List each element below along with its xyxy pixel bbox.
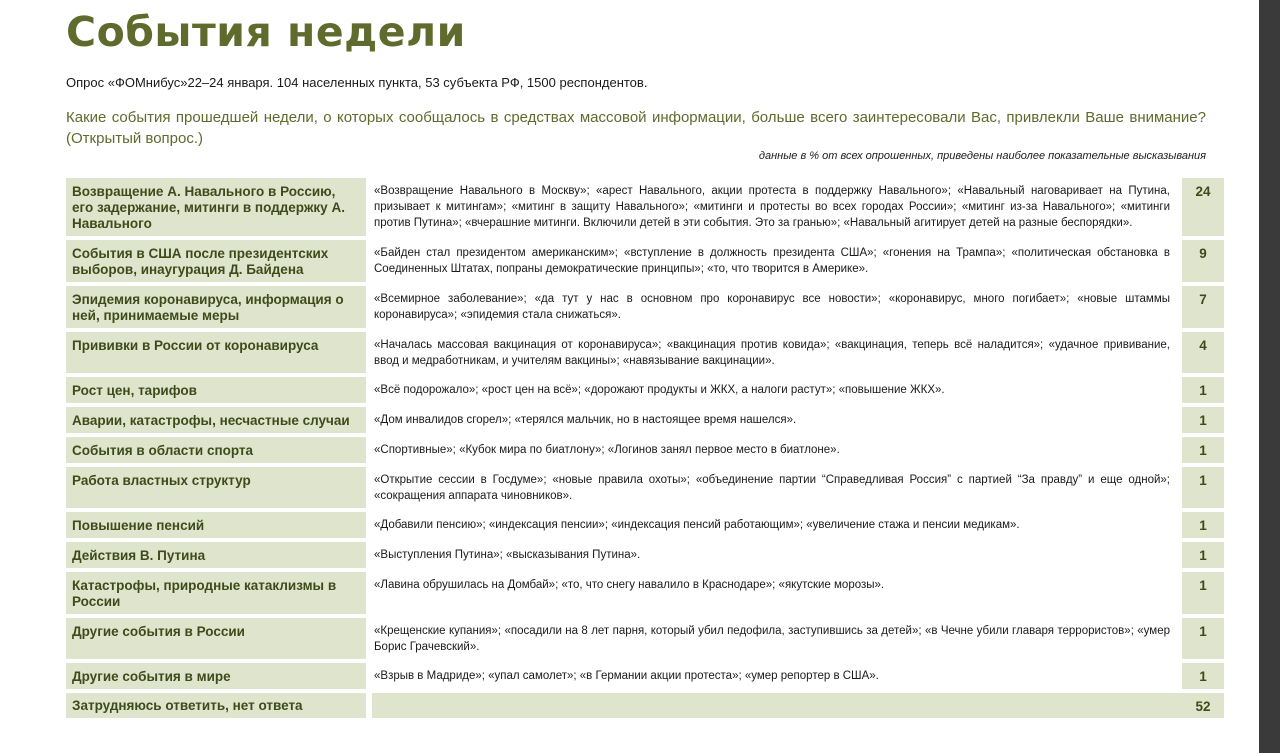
topic-cell: Действия В. Путина — [66, 542, 366, 568]
topic-cell: Катастрофы, природные катаклизмы в России — [66, 572, 366, 614]
percent-value: 1 — [1182, 542, 1224, 568]
topic-cell: Рост цен, тарифов — [66, 377, 366, 403]
table-row — [66, 377, 1224, 403]
percent-value: 7 — [1182, 286, 1224, 328]
topic-cell: Возвращение А. Навального в Россию, его задержание, митинги в поддержку А. Навального — [66, 178, 366, 236]
table-row — [66, 178, 1224, 236]
quotes-cell: «Дом инвалидов сгорел»; «терялся мальчик, но в настоящее время нашелся». — [372, 407, 1176, 433]
viewer-scrollbar[interactable] — [1259, 0, 1280, 753]
quotes-cell — [372, 693, 1176, 718]
quotes-cell: «Лавина обрушилась на Домбай»; «то, что снегу навалило в Краснодаре»; «якутские морозы». — [372, 572, 1176, 614]
table-row — [66, 572, 1224, 614]
quotes-cell: «Началась массовая вакцинация от коронавируса»; «вакцинация против ковида»; «вакцинация, теперь всё наладится»; «удачное прививание, ввод и медработникам, и учителям вакцины»; «навязывание вакцинации». — [372, 332, 1176, 373]
quotes-cell: «Всё подорожало»; «рост цен на всё»; «дорожают продукты и ЖКХ, а налоги растут»; «повышение ЖКХ». — [372, 377, 1176, 403]
table-row — [66, 240, 1224, 282]
quotes-cell: «Крещенские купания»; «посадили на 8 лет парня, который убил педофила, заступившись за детей»; «в Чечне убили главаря террористов»; «умер Борис Грачевский». — [372, 618, 1176, 659]
table-row — [66, 512, 1224, 538]
percent-value: 52 — [1182, 693, 1224, 718]
table-row — [66, 332, 1224, 373]
quotes-cell: «Всемирное заболевание»; «да тут у нас в основном про коронавирус все новости»; «коронавирус, много погибает»; «новые штаммы коронавируса»; «эпидемия стала снижаться». — [372, 286, 1176, 328]
percent-value: 1 — [1182, 407, 1224, 433]
topic-cell: Повышение пенсий — [66, 512, 366, 538]
table-row — [66, 663, 1224, 689]
topic-cell: События в США после президентских выборов, инаугурация Д. Байдена — [66, 240, 366, 282]
percent-value: 4 — [1182, 332, 1224, 373]
percent-value: 1 — [1182, 437, 1224, 463]
results-table — [66, 174, 1224, 722]
survey-info: Опрос «ФОМнибус»22–24 января. 104 населенных пункта, 53 субъекта РФ, 1500 респондентов. — [66, 75, 648, 90]
table-row — [66, 407, 1224, 433]
table-footer-row — [66, 693, 1224, 718]
table-row — [66, 286, 1224, 328]
topic-cell: Другие события в мире — [66, 663, 366, 689]
results-table-body — [66, 178, 1224, 718]
quotes-cell: «Взрыв в Мадриде»; «упал самолет»; «в Германии акции протеста»; «умер репортер в США». — [372, 663, 1176, 689]
percent-value: 1 — [1182, 663, 1224, 689]
table-row — [66, 542, 1224, 568]
topic-cell: Затрудняюсь ответить, нет ответа — [66, 693, 366, 718]
table-row — [66, 467, 1224, 508]
percent-value: 1 — [1182, 618, 1224, 659]
topic-cell: Прививки в России от коронавируса — [66, 332, 366, 373]
topic-cell: Работа властных структур — [66, 467, 366, 508]
percent-value: 1 — [1182, 377, 1224, 403]
survey-question: Какие события прошедшей недели, о которых сообщалось в средствах массовой информации, больше всего заинтересовали Вас, привлекли Ваше внимание? (Открытый вопрос.) — [66, 109, 1206, 147]
quotes-cell: «Открытие сессии в Госдуме»; «новые правила охоты»; «объединение партии “Справедливая Россия” с партией “За правду” и еще одной»; «сокращения аппарата чиновников». — [372, 467, 1176, 508]
percent-value: 1 — [1182, 512, 1224, 538]
percent-value: 1 — [1182, 572, 1224, 614]
topic-cell: Эпидемия коронавируса, информация о ней, принимаемые меры — [66, 286, 366, 328]
quotes-cell: «Спортивные»; «Кубок мира по биатлону»; «Логинов занял первое место в биатлоне». — [372, 437, 1176, 463]
quotes-cell: «Возвращение Навального в Москву»; «арест Навального, акции протеста в поддержку Навального»; «Навальный наговаривает на Путина, призывает к митингам»; «митинг в защиту Навального»; «митинги и протесты во всех городах России»; «митинг из-за Навального»; «митинги против Путина»; «вчерашние митинги. Включили детей в эти события. Это за гранью»; «Навальный агитирует детей на разные беспорядки». — [372, 178, 1176, 236]
topic-cell: События в области спорта — [66, 437, 366, 463]
data-note: данные в % от всех опрошенных, приведены наиболее показательные высказывания — [758, 150, 1206, 162]
page-title: События недели — [66, 8, 466, 56]
table-row — [66, 437, 1224, 463]
topic-cell: Аварии, катастрофы, несчастные случаи — [66, 407, 366, 433]
topic-cell: Другие события в России — [66, 618, 366, 659]
quotes-cell: «Байден стал президентом американским»; «вступление в должность президента США»; «гонения на Трампа»; «политическая обстановка в Соединенных Штатах, попраны демократические принципы»; «то, что творится в Америке». — [372, 240, 1176, 282]
table-row — [66, 618, 1224, 659]
percent-value: 24 — [1182, 178, 1224, 236]
quotes-cell: «Выступления Путина»; «высказывания Путина». — [372, 542, 1176, 568]
percent-value: 1 — [1182, 467, 1224, 508]
quotes-cell: «Добавили пенсию»; «индексация пенсии»; «индексация пенсий работающим»; «увеличение стажа и пенсии медикам». — [372, 512, 1176, 538]
percent-value: 9 — [1182, 240, 1224, 282]
